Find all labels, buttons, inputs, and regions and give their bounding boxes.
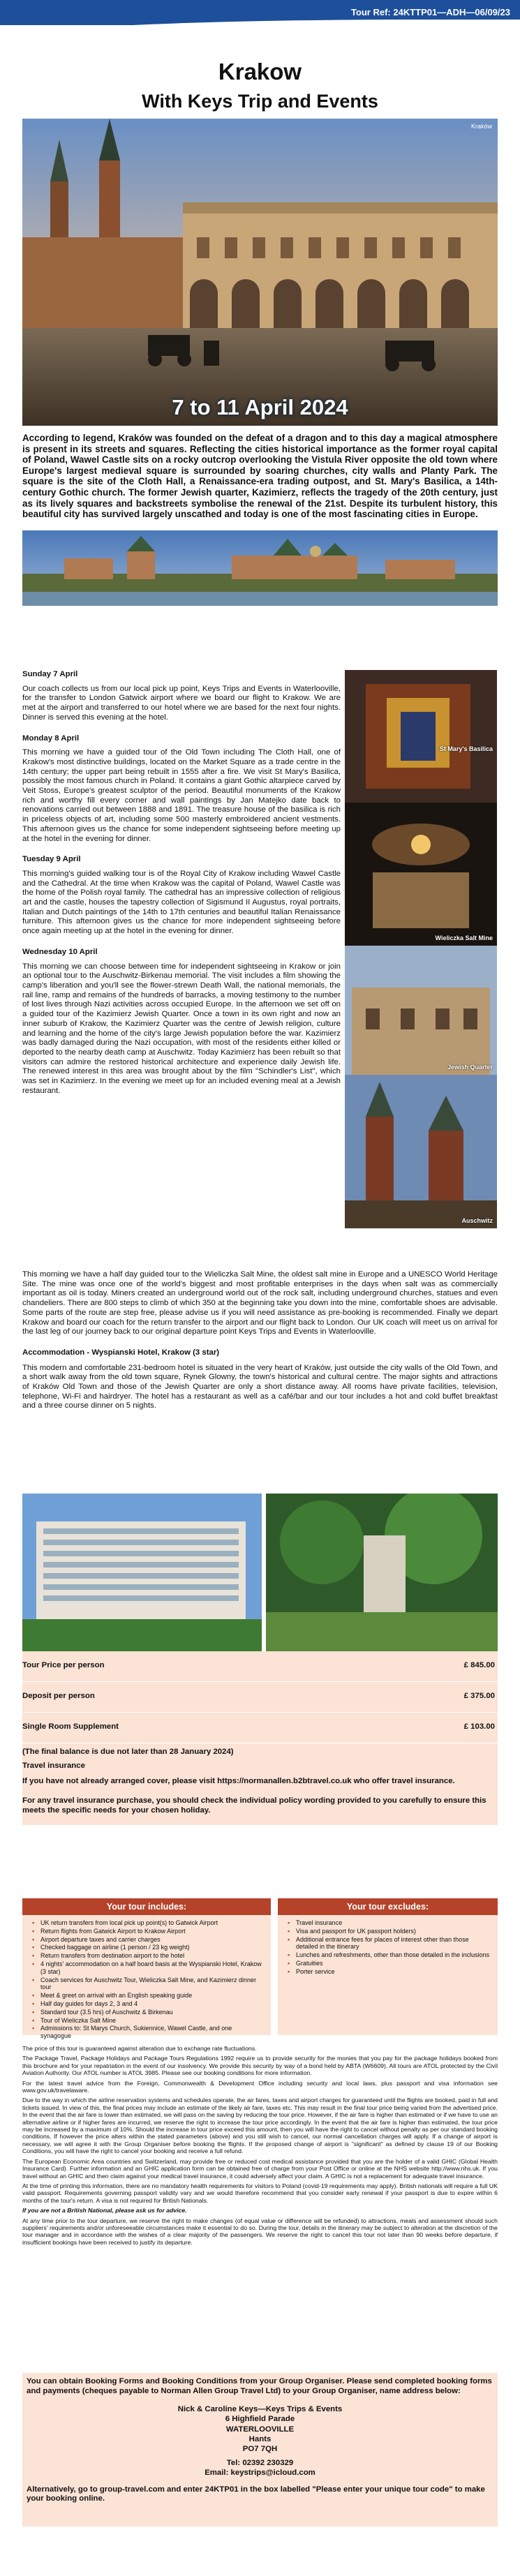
balance-note: (The final balance is due not later than 28 January 2024) bbox=[22, 1748, 234, 1756]
list-item: ▪ 4 nights' accommodation on a half board basis at the Wyspianski Hotel, Krakow (3 star) bbox=[32, 1960, 264, 1976]
list-item: ▪ Return transfers from destination airport to the hotel bbox=[32, 1952, 264, 1960]
insurance-text-1: If you have not already arranged cover, please visit https://normanallen.b2btravel.co.uk who offer travel insurance. bbox=[22, 1777, 455, 1785]
tour-reference: Tour Ref: 24KTTP01—ADH—06/09/23 bbox=[350, 7, 510, 17]
itinerary-day-heading: Sunday 7 April bbox=[22, 670, 78, 678]
contact-box bbox=[22, 2373, 498, 2526]
terms-paragraph: The European Economic Area countries and Switzerland, may provide free or reduced cost medical assistance provided that you are the holder of a valid GHIC (Global Health Insurance Card). Further information and an GHIC application form can be obtained free of charge from your Post Office or online at the NHS website http://www.nhs.uk. If you travel without an GHIC and then claim against your medical travel insurance, it could adversely affect your claim. A GHIC is not a replacement for adequate travel insurance. bbox=[22, 2157, 498, 2180]
organiser-name: Nick & Caroline Keys—Keys Trips & Events bbox=[177, 2405, 343, 2414]
excludes-heading: Your tour excludes: bbox=[278, 1898, 498, 1915]
side-photo-basilica bbox=[345, 670, 497, 803]
panorama-photo bbox=[22, 530, 498, 606]
insurance-text-2: For any travel insurance purchase, you should check the individual policy wording provided to you carefully to ensure this meets the specific needs for your chosen holiday. bbox=[22, 1796, 486, 1815]
contact-email[interactable]: Email: keystrips@icloud.com bbox=[205, 2469, 315, 2478]
accommodation-text: This modern and comfortable 231-bedroom hotel is situated in the very heart of Kraków, just outside the city walls of the Old Town, and a short walk away from the old town square, Rynek Glowny, the town's historical and cultural centre. The major sights and attractions of Kraków Old Town and those of the Jewish Quarter are only a short distance away. All rooms have private facilities, television, telephone, Wi-Fi and hairdryer. The hotel has a restaurant as well as a café/bar and our tour includes a hot and cold buffet breakfast and a three course dinner on 5 nights. bbox=[22, 1363, 498, 1410]
price-value: £ 845.00 bbox=[463, 1661, 495, 1669]
itinerary-day-3 bbox=[22, 855, 341, 937]
list-item: ▪ Half day guides for days 2, 3 and 4 bbox=[32, 2000, 264, 2008]
side-caption: Jewish Quarter bbox=[447, 1064, 493, 1071]
insurance-section bbox=[22, 1762, 498, 1815]
tour-dates: 7 to 11 April 2024 bbox=[172, 395, 348, 419]
terms-section bbox=[22, 2045, 498, 2249]
itinerary bbox=[22, 670, 341, 1107]
hotel-building-photo bbox=[22, 1494, 262, 1651]
list-item: ▪ Return flights from Gatwick Airport to Krakow Airport bbox=[32, 1928, 264, 1935]
itinerary-day-text: This morning we have a guided tour of the Old Town including The Cloth Hall, one of Krakow's most distinctive buildings, located on the Market Square as a trade centre in the 14th century; the upper part being rebuilt in 1555 after a fire. We visit St Mary's Basilica, possibly the most famous church in Poland. It contains a giant Gothic altarpiece carved by Veit Stoss, Europe's greatest sculptor of the period. Beautiful monuments of the Krakow rich and worthy fill every corner and wall paintings by Jan Matejko date back to renovations carried out between 1888 and 1891. The treasure house of the basilica is rich in priceless objects of art, including some 500 masterly embroidered ancient vestments. This afternoon gives us the chance for some independent sightseeing before meeting up at the hotel in the evening for dinner. bbox=[22, 748, 341, 843]
address-line: WATERLOOVILLE bbox=[225, 2425, 295, 2434]
jewish-quarter-photo bbox=[345, 946, 497, 1075]
basilica-photo bbox=[345, 670, 497, 803]
itinerary-day-heading: Tuesday 9 April bbox=[22, 855, 81, 864]
price-label: Tour Price per person bbox=[22, 1661, 105, 1669]
list-item: ▪ Additional entrance fees for places of interest other than those detailed in the itinerary bbox=[288, 1936, 491, 1951]
price-row-deposit bbox=[22, 1682, 498, 1713]
side-caption: St Mary's Basilica bbox=[439, 745, 493, 752]
hotel-photo bbox=[22, 1494, 262, 1651]
side-caption: Auschwitz bbox=[461, 1217, 493, 1224]
list-item: ▪ Standard tour (3.5 hrs) of Auschwitz & Birkenau bbox=[32, 2009, 264, 2016]
accommodation-heading: Accommodation - Wyspianski Hotel, Krakow (3 star) bbox=[22, 1348, 220, 1357]
intro-paragraph: According to legend, Kraków was founded on the defeat of a dragon and to this day a magical atmosphere is present in its streets and squares. Reflecting the cities historical importance as the former royal capital of Poland, Wawel Castle sits on a rocky outcrop overlooking the Vistula River opposite the old town where Europe's largest medieval square is surrounded by soaring churches, city walls and Planty Park. The square is the site of the Cloth Hall, a Renaissance-era trading outpost, and St. Mary's Basilica, a 14th-century Gothic church. The former Jewish quarter, Kazimierz, reflects the tragedy of the 20th century, just as its lively squares and backstreets symbolise the renewal of the 21st. Despite its turbulent history, this beautiful city has survived largely unscathed and today is one of the most fascinating cities in Europe. bbox=[22, 433, 498, 520]
includes-box bbox=[22, 1898, 271, 2040]
list-item: ▪ Airport departure taxes and carrier charges bbox=[32, 1936, 264, 1944]
itinerary-day-heading: Monday 8 April bbox=[22, 734, 80, 743]
online-booking-note: Alternatively, go to group-travel.com and enter 24KTP01 in the box labelled "Please enter your unique tour code" to make your booking online. bbox=[27, 2485, 485, 2503]
middle-section bbox=[22, 1270, 498, 1422]
list-item: ▪ Admissions to: St Marys Church, Sukiennice, Wawel Castle, and one synagogue bbox=[32, 2025, 264, 2040]
itinerary-day-heading: Wednesday 10 April bbox=[22, 947, 98, 956]
auschwitz-photo bbox=[345, 1075, 497, 1228]
list-item: ▪ Gratuities bbox=[288, 1960, 491, 1967]
includes-list bbox=[22, 1915, 271, 2040]
itinerary-day-text: Our coach collects us from our local pick up point, Keys Trips and Events in Waterlooville, for the transfer to London Gatwick airport where we board our flight to Krakow. We are met at the airport and transferred to our hotel where we are based for the next four nights. Dinner is served this evening at the hotel. bbox=[22, 684, 341, 722]
terms-paragraph: For the latest travel advice from the Foreign, Commonwealth & Development Office including security and local laws, plus passport and visa information see www.gov.uk/travelaware. bbox=[22, 2079, 498, 2094]
side-photo-salt-mine bbox=[345, 803, 497, 946]
wawel-panorama-photo bbox=[22, 530, 498, 606]
hotel-garden-photo-svg bbox=[266, 1494, 498, 1651]
salt-mine-photo bbox=[345, 803, 497, 946]
price-value: £ 375.00 bbox=[463, 1692, 495, 1700]
price-value: £ 103.00 bbox=[463, 1722, 495, 1731]
list-item: ▪ Coach services for Auschwitz Tour, Wieliczka Salt Mine, and Kazimierz dinner tour bbox=[32, 1976, 264, 1992]
contact-address bbox=[27, 2404, 493, 2478]
itinerary-day-2 bbox=[22, 734, 341, 844]
list-item: ▪ Lunches and refreshments, other than those detailed in the inclusions bbox=[288, 1951, 491, 1959]
list-item: ▪ Checked baggage on airline (1 person / 23 kg weight) bbox=[32, 1944, 264, 1951]
list-item: ▪ Visa and passport for UK passport holders) bbox=[288, 1928, 491, 1935]
hero-image bbox=[22, 119, 498, 426]
terms-nationals-note: If you are not a British National, please ask us for advice. bbox=[22, 2207, 187, 2214]
itinerary-day-4 bbox=[22, 948, 341, 1096]
hero-tag: Kraków bbox=[470, 123, 492, 130]
includes-heading: Your tour includes: bbox=[22, 1898, 271, 1915]
terms-paragraph: The Package Travel, Package Holidays and Package Tours Regulations 1992 require us to provide security for the monies that you pay for the package holidays booked from this brochure and for your repatriation in the event of our insolvency. We provide this security by way of a bond held by ABTA (W6609). All tours are ATOL protected by the Civil Aviation Authority. Our ATOL number is ATOL 3985. Please see our booking conditions for more information. bbox=[22, 2055, 498, 2077]
contact-telephone: Tel: 02392 230329 bbox=[226, 2459, 294, 2468]
page-title: Krakow bbox=[218, 59, 302, 84]
address-line: Hants bbox=[248, 2434, 272, 2443]
terms-paragraph: The price of this tour is guaranteed against alteration due to exchange rate fluctuations. bbox=[22, 2045, 257, 2052]
contact-lead: You can obtain Booking Forms and Booking Conditions from your Group Organiser. Please send completed booking forms and payments (cheques payable to Norman Allen Group Travel Ltd) to your Group Organiser, name address below: bbox=[27, 2377, 492, 2395]
itinerary-day-text: This morning's guided walking tour is of the Royal City of Krakow including Wawel Castle and the Cathedral. At the time when Krakow was the capital of Poland, Wawel Castle was the home of the Polish royal family. The cathedral has an impressive collection of religious art and the castle, houses the tapestry collection of Sigismund II Augustus, royal portraits, Italian and Dutch paintings of the 14th to 17th centuries and beautiful Italian Renaissance furniture. This afternoon gives us the chance for more independent sightseeing before once again meeting up at the hotel in the evening for dinner. bbox=[22, 869, 341, 936]
list-item: ▪ Travel insurance bbox=[288, 1919, 491, 1927]
price-label: Deposit per person bbox=[22, 1692, 95, 1700]
terms-paragraph: Due to the way in which the airline reservation systems and schedules operate, the air fares, taxes and airport charges for guaranteed until the flights are booked, paid in full and tickets issued. In view of this, the final prices may include an estimate of the likely air fare, taxes etc. This may result in the final tour price being varied from the advertised price. In the event that the air fare is lower than estimated, we will pass on the saving by reducing the tour price. However, if the air fare is higher than estimated or if we have to use an alternative airline or if higher fares are incurred, we reserve the right to increase the tour price accordingly. In the event that the air fare is higher than estimated, the tour price may be increased by a maximum of 10%. Should the increase in tour price exceed this amount, then you will have the right to cancel without penalty as per our standard booking conditions. If however the price alters within the stated parameters (above) and you still wish to cancel, our normal cancellation charges will apply. If a change of airport is necessary, we will agree it with the Group Organiser before booking the flights. If the proposed change of airport is "significant" as defined by clause 19 of our Booking Conditions, you will have the right to cancel your booking and receive a full refund. bbox=[22, 2097, 498, 2155]
side-photo-jewish-quarter bbox=[345, 946, 497, 1075]
krakow-square-photo bbox=[22, 119, 498, 426]
address-line: 6 Highfield Parade bbox=[225, 2415, 295, 2424]
excludes-box bbox=[278, 1898, 498, 2035]
side-caption: Wieliczka Salt Mine bbox=[435, 935, 493, 941]
page-subtitle: With Keys Trip and Events bbox=[142, 91, 378, 112]
list-item: ▪ Meet & greet on arrival with an English speaking guide bbox=[32, 1992, 264, 2000]
hotel-garden-photo bbox=[266, 1494, 498, 1651]
price-row-single bbox=[22, 1713, 498, 1743]
itinerary-day-text: This morning we can choose between time for independent sightseeing in Krakow or join an optional tour to the Auschwitz-Birkenau memorial. The visit includes a film showing the camp's liberation and you'll see the flower-strewn Death Wall, the national memorials, the rail line, ramp and remains of the hundreds of barracks, a moving testimony to the number of lost lives through Nazi activities across occupied Europe. In the afternoon we set off on a guided tour of the Kazimierz Jewish Quarter. Once a town in its own right and now an inner suburb of Krakow, the Kazimierz Quarter was the centre of Jewish religion, culture and learning and the home of the city's large Jewish population before the war. Kazimierz was badly damaged during the Nazi occupation, with most of the residents either killed or deported to the nearby death camp at Auschwitz. Today Kazimierz has been rebuilt so that visitors can admire the restored historical architecture and experience daily Jewish life. The renewed interest in this area was brought about by the film "Schindler's List", which was set in Kazimierz. In the evening we meet up for an included evening meal at a Jewish restaurant. bbox=[22, 962, 341, 1095]
insurance-heading: Travel insurance bbox=[22, 1762, 85, 1770]
price-table bbox=[22, 1651, 498, 1825]
list-item: ▪ UK return transfers from local pick up point(s) to Gatwick Airport bbox=[32, 1919, 264, 1927]
list-item: ▪ Porter service bbox=[288, 1968, 491, 1976]
terms-paragraph: At the time of printing this information, there are no mandatory health requirements for visitors to Poland (covid-19 requirements may apply). British nationals will require a full UK valid passport. Requirements governing passport validity vary and we would therefore recommend that you consider early renewal if your passport is due to expire within 6 months of the tour's return. A visa is not required for British Nationals. bbox=[22, 2182, 498, 2204]
terms-paragraph: At any time prior to the tour departure, we reserve the right to make changes (of equal value or difference will be refunded) to attractions, meals and assessment should such suppliers' requirements and/or unforeseeable circumstances make it essential to do so. During the tour, details in the itinerary may be subject to alteration at the discretion of the tour manager and in accordance with the wishes of a clear majority of the passengers. We reserve the right to cancel this tour not later than 90 weeks before departure, if insufficient bookings have been received to justify its departure. bbox=[22, 2217, 498, 2246]
list-item: ▪ Tour of Wieliczka Salt Mine bbox=[32, 2017, 264, 2025]
thursday-text: This morning we have a half day guided tour to the Wieliczka Salt Mine, the oldest salt mine in Europe and a UNESCO World Heritage Site. The mine was once one of the world's biggest and most profitable enterprises in the days when salt was as commercially important as oil is today. Miners created an underground world out of the rock salt, including underground churches, statues and even chandeliers. There are 800 steps to climb of which 350 at the beginning take you down into the mine, comfortable shoes are advisable. Some parts of the route are step free, please advise us if you will need assistance as pre-booking is recommended. Finally we depart Krakow and board our coach for the return transfer to the airport and our flight back to London. Our UK coach will meet us on arrival for the last leg of our journey back to our original departure point Keys Trips and Events in Waterlooville. bbox=[22, 1270, 498, 1337]
price-row-tour bbox=[22, 1651, 498, 1682]
excludes-list bbox=[278, 1915, 498, 1976]
address-line: PO7 7QH bbox=[242, 2445, 278, 2453]
price-label: Single Room Supplement bbox=[22, 1722, 119, 1731]
itinerary-day-1 bbox=[22, 670, 341, 723]
side-photo-auschwitz bbox=[345, 1075, 497, 1228]
